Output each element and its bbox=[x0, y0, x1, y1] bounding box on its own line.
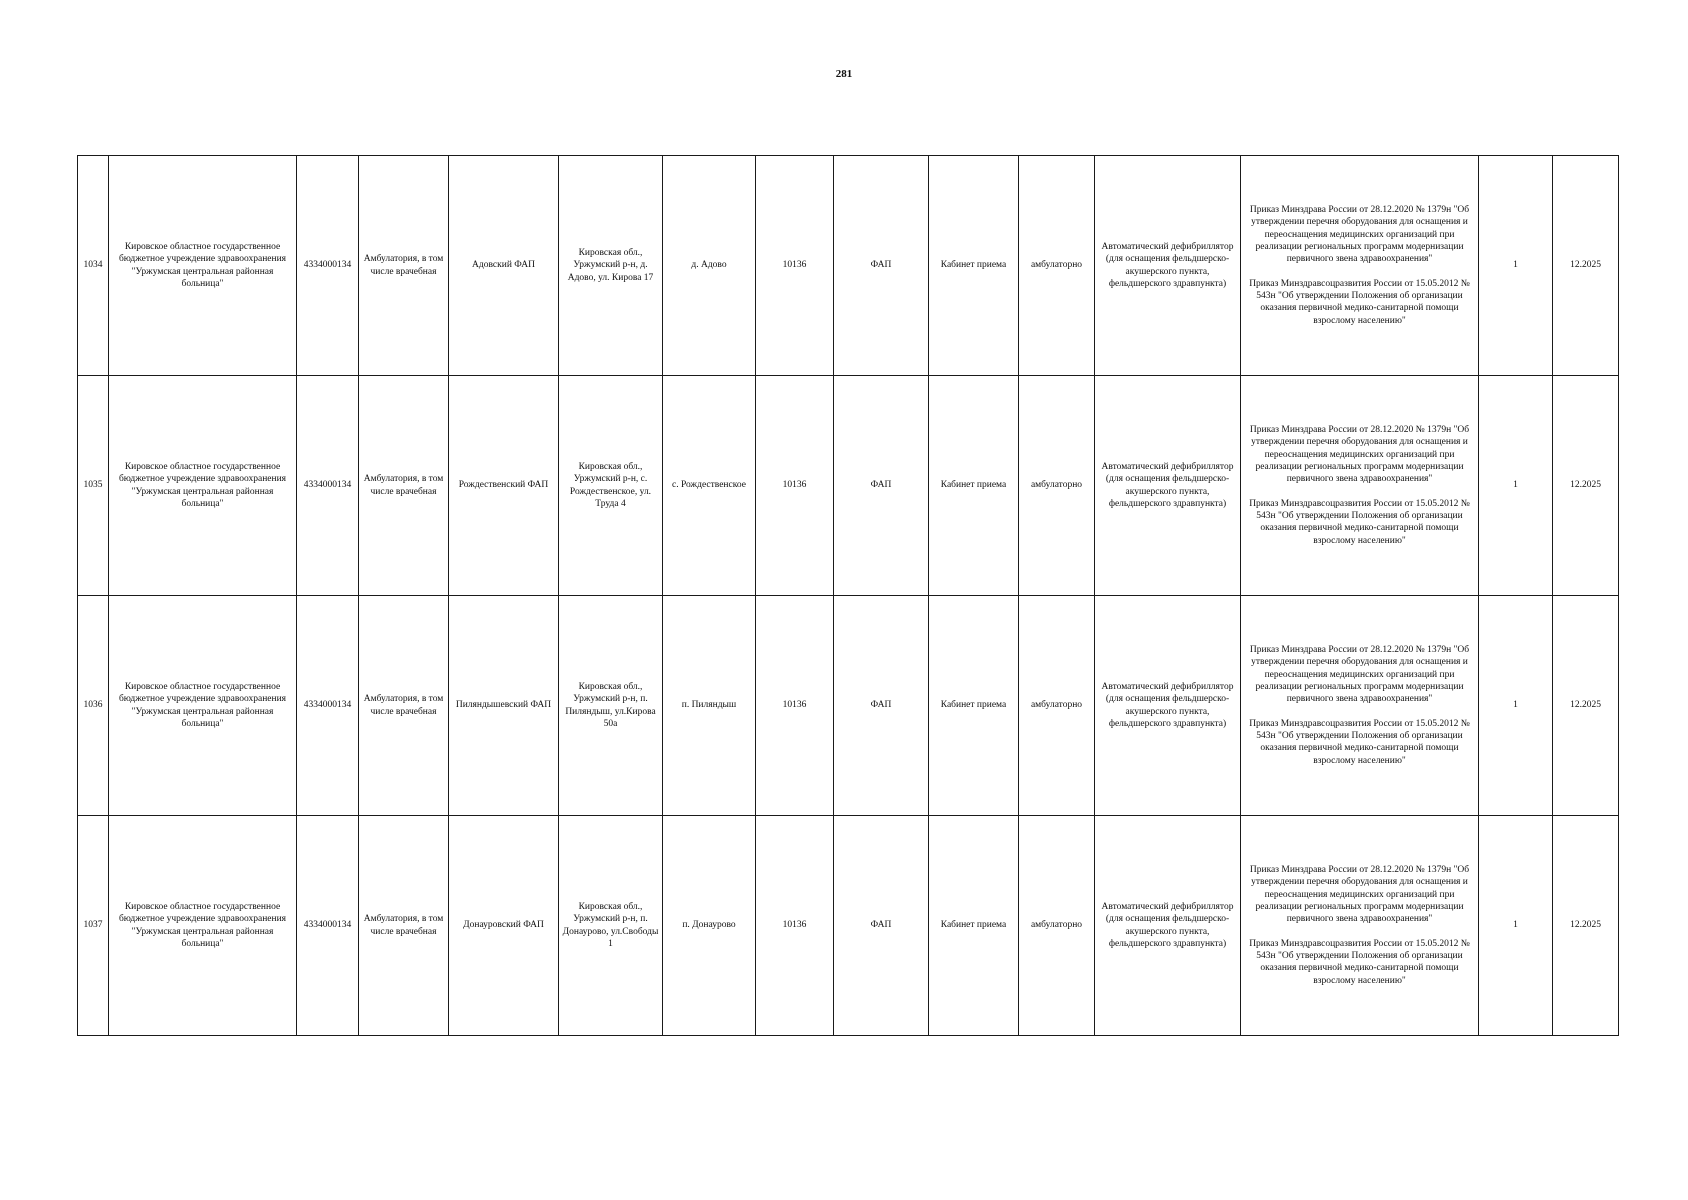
room-cell: Кабинет приема bbox=[929, 816, 1019, 1036]
facility-type-cell: ФАП bbox=[834, 376, 929, 596]
unit-type-cell: Амбулатория, в том числе врачебная bbox=[359, 376, 449, 596]
legal-basis-cell bbox=[1241, 156, 1479, 376]
care-condition-cell: амбулаторно bbox=[1019, 596, 1095, 816]
address-cell: Кировская обл., Уржумский р-н, п. Пиляндыш, ул.Кирова 50а bbox=[559, 596, 663, 816]
unit-name-cell: Донауровский ФАП bbox=[449, 816, 559, 1036]
organization-cell: Кировское областное государственное бюджетное учреждение здравоохранения "Уржумская центральная районная больница" bbox=[109, 816, 297, 1036]
care-condition-cell: амбулаторно bbox=[1019, 816, 1095, 1036]
delivery-date-cell: 12.2025 bbox=[1553, 156, 1619, 376]
registry-table bbox=[77, 155, 1619, 1036]
oktmo-code-cell: 10136 bbox=[756, 596, 834, 816]
row-number-cell: 1035 bbox=[78, 376, 109, 596]
basis-spacer bbox=[1244, 926, 1475, 938]
facility-type-cell: ФАП bbox=[834, 816, 929, 1036]
address-cell: Кировская обл., Уржумский р-н, с. Рождественское, ул. Труда 4 bbox=[559, 376, 663, 596]
quantity-cell: 1 bbox=[1479, 376, 1553, 596]
facility-type-cell: ФАП bbox=[834, 596, 929, 816]
basis-spacer bbox=[1244, 486, 1475, 498]
quantity-cell: 1 bbox=[1479, 156, 1553, 376]
organization-cell: Кировское областное государственное бюджетное учреждение здравоохранения "Уржумская центральная районная больница" bbox=[109, 376, 297, 596]
room-cell: Кабинет приема bbox=[929, 596, 1019, 816]
room-cell: Кабинет приема bbox=[929, 376, 1019, 596]
locality-cell: п. Пиляндыш bbox=[663, 596, 756, 816]
equipment-cell: Автоматический дефибриллятор (для оснащения фельдшерско-акушерского пункта, фельдшерского здравпункта) bbox=[1095, 816, 1241, 1036]
unit-type-cell: Амбулатория, в том числе врачебная bbox=[359, 816, 449, 1036]
legal-basis-order-1379n: Приказ Минздрава России от 28.12.2020 № 1379н "Об утверждении перечня оборудования для оснащения и переоснащения медицинских организаций при реализации региональных программ модернизации первичного звена здравоохранения" bbox=[1249, 204, 1470, 265]
legal-basis-order-1379n: Приказ Минздрава России от 28.12.2020 № 1379н "Об утверждении перечня оборудования для оснащения и переоснащения медицинских организаций при реализации региональных программ модернизации первичного звена здравоохранения" bbox=[1249, 644, 1470, 705]
unit-type-cell: Амбулатория, в том числе врачебная bbox=[359, 156, 449, 376]
table-row bbox=[78, 376, 1619, 596]
legal-basis-order-543n: Приказ Минздравсоцразвития России от 15.05.2012 № 543н "Об утверждении Положения об организации оказания первичной медико-санитарной помощи взрослому населению" bbox=[1249, 938, 1470, 986]
inn-cell: 4334000134 bbox=[297, 596, 359, 816]
basis-spacer bbox=[1244, 266, 1475, 278]
inn-cell: 4334000134 bbox=[297, 376, 359, 596]
legal-basis-order-543n: Приказ Минздравсоцразвития России от 15.05.2012 № 543н "Об утверждении Положения об организации оказания первичной медико-санитарной помощи взрослому населению" bbox=[1249, 278, 1470, 326]
care-condition-cell: амбулаторно bbox=[1019, 156, 1095, 376]
locality-cell: п. Донаурово bbox=[663, 816, 756, 1036]
row-number-cell: 1037 bbox=[78, 816, 109, 1036]
legal-basis-order-543n: Приказ Минздравсоцразвития России от 15.05.2012 № 543н "Об утверждении Положения об организации оказания первичной медико-санитарной помощи взрослому населению" bbox=[1249, 498, 1470, 546]
table-row bbox=[78, 816, 1619, 1036]
organization-cell: Кировское областное государственное бюджетное учреждение здравоохранения "Уржумская центральная районная больница" bbox=[109, 156, 297, 376]
facility-type-cell: ФАП bbox=[834, 156, 929, 376]
quantity-cell: 1 bbox=[1479, 816, 1553, 1036]
table-row bbox=[78, 156, 1619, 376]
equipment-cell: Автоматический дефибриллятор (для оснащения фельдшерско-акушерского пункта, фельдшерского здравпункта) bbox=[1095, 156, 1241, 376]
row-number-cell: 1036 bbox=[78, 596, 109, 816]
registry-body bbox=[78, 156, 1619, 1036]
page-number: 281 bbox=[835, 68, 853, 80]
legal-basis-order-1379n: Приказ Минздрава России от 28.12.2020 № 1379н "Об утверждении перечня оборудования для оснащения и переоснащения медицинских организаций при реализации региональных программ модернизации первичного звена здравоохранения" bbox=[1249, 424, 1470, 485]
organization-cell: Кировское областное государственное бюджетное учреждение здравоохранения "Уржумская центральная районная больница" bbox=[109, 596, 297, 816]
legal-basis-cell bbox=[1241, 596, 1479, 816]
table-row bbox=[78, 596, 1619, 816]
unit-type-cell: Амбулатория, в том числе врачебная bbox=[359, 596, 449, 816]
locality-cell: д. Адово bbox=[663, 156, 756, 376]
equipment-cell: Автоматический дефибриллятор (для оснащения фельдшерско-акушерского пункта, фельдшерского здравпункта) bbox=[1095, 596, 1241, 816]
delivery-date-cell: 12.2025 bbox=[1553, 596, 1619, 816]
legal-basis-order-1379n: Приказ Минздрава России от 28.12.2020 № 1379н "Об утверждении перечня оборудования для оснащения и переоснащения медицинских организаций при реализации региональных программ модернизации первичного звена здравоохранения" bbox=[1249, 864, 1470, 925]
basis-spacer bbox=[1244, 706, 1475, 718]
delivery-date-cell: 12.2025 bbox=[1553, 376, 1619, 596]
unit-name-cell: Рождественский ФАП bbox=[449, 376, 559, 596]
locality-cell: с. Рождественское bbox=[663, 376, 756, 596]
address-cell: Кировская обл., Уржумский р-н, д. Адово, ул. Кирова 17 bbox=[559, 156, 663, 376]
care-condition-cell: амбулаторно bbox=[1019, 376, 1095, 596]
equipment-cell: Автоматический дефибриллятор (для оснащения фельдшерско-акушерского пункта, фельдшерского здравпункта) bbox=[1095, 376, 1241, 596]
room-cell: Кабинет приема bbox=[929, 156, 1019, 376]
oktmo-code-cell: 10136 bbox=[756, 376, 834, 596]
quantity-cell: 1 bbox=[1479, 596, 1553, 816]
oktmo-code-cell: 10136 bbox=[756, 156, 834, 376]
row-number-cell: 1034 bbox=[78, 156, 109, 376]
delivery-date-cell: 12.2025 bbox=[1553, 816, 1619, 1036]
inn-cell: 4334000134 bbox=[297, 156, 359, 376]
oktmo-code-cell: 10136 bbox=[756, 816, 834, 1036]
legal-basis-cell bbox=[1241, 376, 1479, 596]
address-cell: Кировская обл., Уржумский р-н, п. Донаурово, ул.Свободы 1 bbox=[559, 816, 663, 1036]
unit-name-cell: Адовский ФАП bbox=[449, 156, 559, 376]
legal-basis-cell bbox=[1241, 816, 1479, 1036]
legal-basis-order-543n: Приказ Минздравсоцразвития России от 15.05.2012 № 543н "Об утверждении Положения об организации оказания первичной медико-санитарной помощи взрослому населению" bbox=[1249, 718, 1470, 766]
inn-cell: 4334000134 bbox=[297, 816, 359, 1036]
unit-name-cell: Пиляндышевский ФАП bbox=[449, 596, 559, 816]
